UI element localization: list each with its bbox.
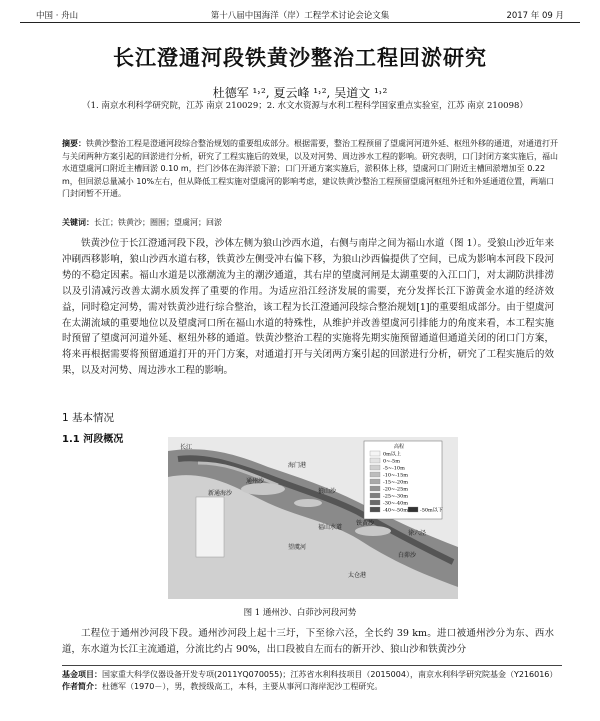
- figure-caption: 图 1 通州沙、白茆沙河段河势: [243, 608, 357, 618]
- legend-item: -50m以下: [420, 507, 443, 514]
- section-paragraph: 工程位于通州沙河段下段。通州沙河段上起十三圩，下至徐六泾，全长约 39 km。进口被通州沙分为东、西水道，东水道为长江主流通道，分流比约占 90%，出口段被自左而右的新开沙、狼山沙和铁黄沙分: [62, 628, 554, 655]
- intro-paragraph: 铁黄沙位于长江澄通河段下段，沙体左侧为狼山沙西水道，右侧与南岸之间为福山水道（图 1）。受狼山沙近年来冲刷西移影响，狼山沙西水道右移，铁黄沙左侧受冲右偏下移，为狼山沙西偏提供了空间，已成为影响本河段下段河势的不稳定因素。福山水道是以涨潮流为主的潮汐通道，其右岸的望虞河闸是太湖重要的入江口门，对太湖防洪排涝以及引清减污改善太湖水质发挥了重要的作用。为适应沿江经济发展的需要，充分发挥长江下游黄金水道的经济效益，同时稳定河势，需对铁黄沙进行综合整治，该工程为长江澄通河段综合整治规划[1]的重要组成部分。由于望虞河在太湖流域的重要地位以及望虞河口所在福山水道的特殊性，从维护并改善望虞河引排能力的角度来看，本工程实施时预留了望虞河河道外延、枢纽外移的通道。铁黄沙整治工程的实施将先期实施预留通道但通道关闭的闭口门方案，将来再根据需要将预留通道打开的开门方案，对通道打开与关闭两方案引起的回淤进行分析，研究了工程实施后的效果，以及对河势、周边涉水工程的影响。: [62, 238, 554, 377]
- abstract-label: 摘要：: [62, 139, 86, 148]
- legend-item: -15~-20m: [383, 479, 409, 486]
- section-heading-1: 1 基本情况: [62, 412, 115, 424]
- legend-item: 0~-5m: [383, 458, 400, 465]
- fund-text: 国家重大科学仪器设备开发专项(2011YQ070055)；江苏省水利科技项目（2015004），南京水利科学研究院基金（Y216016）: [102, 670, 558, 679]
- paper-title: 长江澄通河段铁黄沙整治工程回淤研究: [113, 46, 487, 70]
- legend-title: 高程: [394, 444, 405, 450]
- keywords: [62, 217, 562, 228]
- legend-item: -5~-10m: [383, 465, 405, 472]
- section-heading-1-1: 1.1 河段概况: [62, 434, 124, 445]
- header-date: 2017 年 09 月: [506, 11, 564, 21]
- map-label: 福山水道: [318, 524, 343, 531]
- keywords-text: 长江；铁黄沙；圈围；望虞河；回淤: [94, 218, 222, 227]
- keywords-label: 关键词：: [62, 218, 94, 227]
- legend-item: -40~-50m: [383, 507, 409, 514]
- author-note: [62, 681, 562, 693]
- fund-note: [62, 669, 562, 681]
- map-label: 海门港: [288, 462, 307, 469]
- footnote: [62, 665, 562, 693]
- running-header: [20, 6, 580, 23]
- map-label: 通州沙: [246, 478, 265, 485]
- abstract: [62, 138, 562, 201]
- legend-item: -20~-25m: [383, 486, 409, 493]
- legend-item: -25~-30m: [383, 493, 409, 500]
- authors: 杜德军 ¹˒², 夏云峰 ¹˒², 吴道文 ¹˒²: [212, 86, 388, 100]
- map-label: 铁黄沙: [356, 520, 375, 527]
- affiliation: （1. 南京水利科学研究院，江苏 南京 210029；2. 水文水资源与水利工程科学国家重点实验室，江苏 南京 210098）: [82, 101, 528, 111]
- header-proceedings: 第十八届中国海洋（岸）工程学术讨论会论文集: [210, 11, 390, 21]
- map-label: 新通海沙: [208, 490, 233, 497]
- river-map-figure: [168, 437, 458, 599]
- map-label: 狼山沙: [318, 488, 337, 495]
- author-label: 作者简介：: [62, 682, 102, 691]
- legend-item: 0m以上: [383, 451, 401, 458]
- abstract-text: 铁黄沙整治工程是澄通河段综合整治规划的重要组成部分。根据需要，整治工程预留了望虞河河道外延、枢纽外移的通道，对通道打开与关闭两种方案引起的回淤进行分析，研究了工程实施后的效果，以及对河势、周边涉水工程的影响。研究表明，口门封闭方案实施后，福山水道望虞河口附近主槽回淤 0.10 m，拦门沙体在海洋淤下游；口门开通方案实施后，淤积体上移，望虞河口门附近主槽回淤增加至 0.22 m，但回淤总量减小 10%左右，但从降低工程实施对望虞河的影响考虑，建议铁黄沙整治工程预留望虞河枢纽外迁和外延通道位置，两端口门封闭暂不开通。: [62, 139, 558, 198]
- author-text: 杜德军（1970－），男，教授级高工，本科，主要从事河口海岸泥沙工程研究。: [102, 682, 383, 691]
- map-label: 白茆沙: [398, 552, 417, 559]
- map-label: 徐六泾: [408, 530, 427, 537]
- map-label: 长江: [180, 444, 193, 451]
- map-label: 望虞河: [288, 544, 307, 551]
- legend-item: -30~-40m: [383, 500, 409, 507]
- legend-item: -10~-15m: [383, 472, 409, 479]
- header-location: 中国 · 舟山: [36, 11, 79, 21]
- map-label: 太仓港: [348, 572, 367, 579]
- fund-label: 基金项目：: [62, 670, 102, 679]
